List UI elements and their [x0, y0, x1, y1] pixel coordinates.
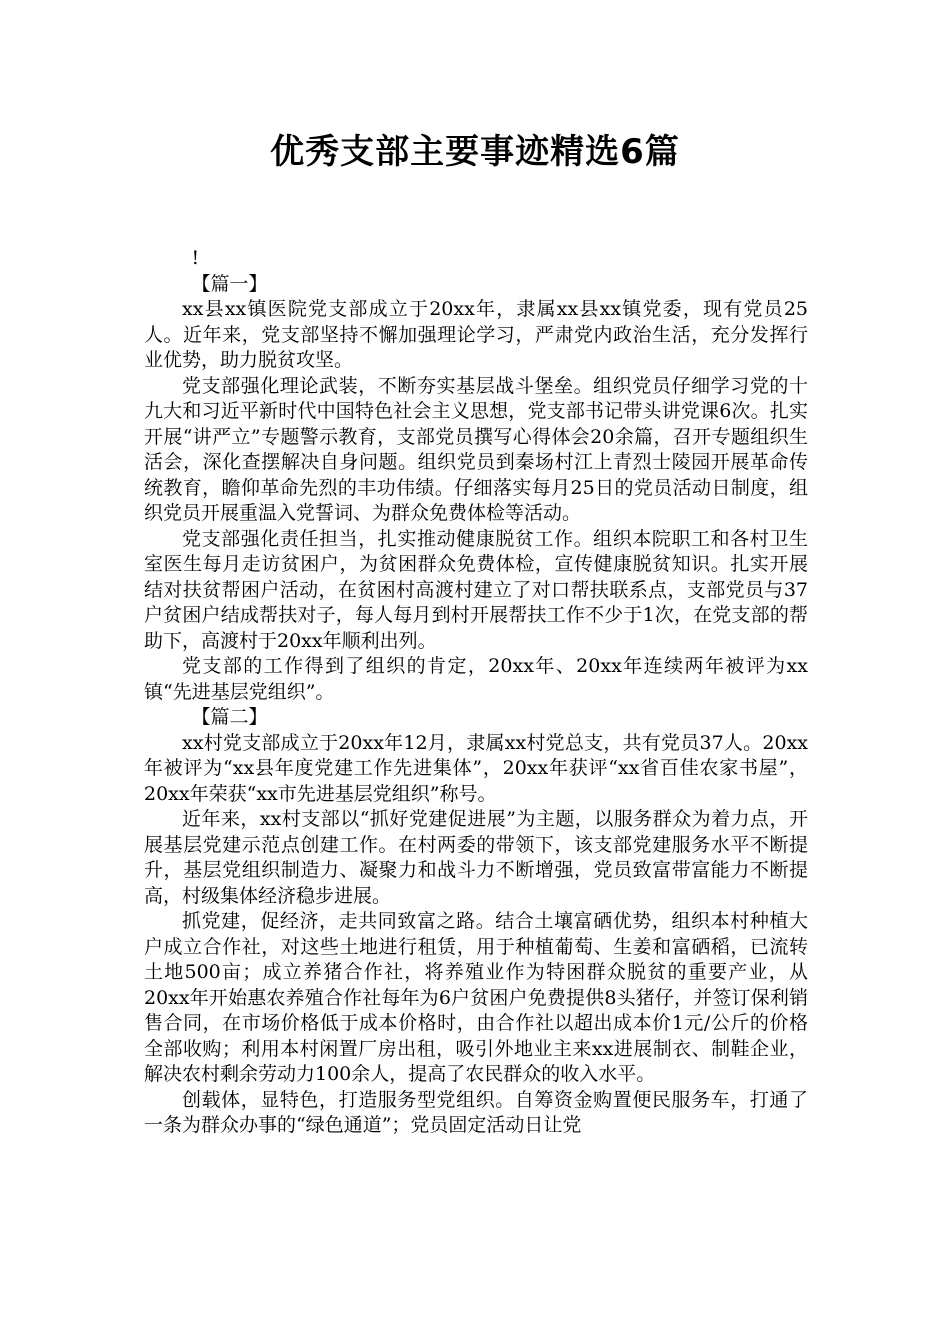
- paragraph: 党支部强化责任担当，扎实推动健康脱贫工作。组织本院职工和各村卫生室医生每月走访贫困户，为贫困群众免费体检，宣传健康脱贫知识。扎实开展结对扶贫帮困户活动，在贫困村高渡村建立了对口帮扶联系点，支部党员与37户贫困户结成帮扶对子，每人每月到村开展帮扶工作不少于1次，在党支部的帮助下，高渡村于20xx年顺利出列。: [144, 527, 808, 652]
- paragraph: 抓党建，促经济，走共同致富之路。结合土壤富硒优势，组织本村种植大户成立合作社，对这些土地进行租赁，用于种植葡萄、生姜和富硒稻，已流转土地500亩；成立养猪合作社，将养殖业作为特困群众脱贫的重要产业，从20xx年开始惠农养殖合作社每年为6户贫困户免费提供8头猪仔，并签订保利销售合同，在市场价格低于成本价格时，由合作社以超出成本价1元/公斤的价格全部收购；利用本村闲置厂房出租，吸引外地业主来xx进展制衣、制鞋企业，解决农村剩余劳动力100余人，提高了农民群众的收入水平。: [144, 910, 808, 1085]
- section-heading-1: 【篇一】: [191, 272, 268, 295]
- exclamation-mark: !: [191, 247, 200, 269]
- paragraph: 创载体，显特色，打造服务型党组织。自筹资金购置便民服务车，打通了一条为群众办事的“绿色通道”；党员固定活动日让党: [144, 1088, 808, 1136]
- paragraph: 党支部强化理论武装，不断夯实基层战斗堡垒。组织党员仔细学习党的十九大和习近平新时代中国特色社会主义思想，党支部书记带头讲党课6次。扎实开展“讲严立”专题警示教育，支部党员撰写心得体会20余篇，召开专题组织生活会，深化查摆解决自身问题。组织党员到秦场村江上青烈士陵园开展革命传统教育，瞻仰革命先烈的丰功伟绩。仔细落实每月25日的党员活动日制度，组织党员开展重温入党誓词、为群众免费体检等活动。: [144, 374, 808, 524]
- paragraph: 近年来，xx村支部以“抓好党建促进展”为主题，以服务群众为着力点，开展基层党建示范点创建工作。在村两委的带领下，该支部党建服务水平不断提升，基层党组织制造力、凝聚力和战斗力不断增强，党员致富带富能力不断提高，村级集体经济稳步进展。: [144, 808, 808, 907]
- paragraph: xx县xx镇医院党支部成立于20xx年，隶属xx县xx镇党委，现有党员25人。近年来，党支部坚持不懈加强理论学习，严肃党内政治生活，充分发挥行业优势，助力脱贫攻坚。: [144, 298, 808, 371]
- paragraph: 党支部的工作得到了组织的肯定，20xx年、20xx年连续两年被评为xx镇“先进基层党组织”。: [144, 655, 808, 703]
- document-body: [144, 246, 808, 1139]
- paragraph: xx村党支部成立于20xx年12月，隶属xx村党总支，共有党员37人。20xx年被评为“xx县年度党建工作先进集体”，20xx年获评“xx省百佳农家书屋”，20xx年荣获“xx市先进基层党组织”称号。: [144, 731, 808, 805]
- section-heading-2: 【篇二】: [191, 706, 268, 728]
- document-title: 优秀支部主要事迹精选6篇: [270, 132, 680, 172]
